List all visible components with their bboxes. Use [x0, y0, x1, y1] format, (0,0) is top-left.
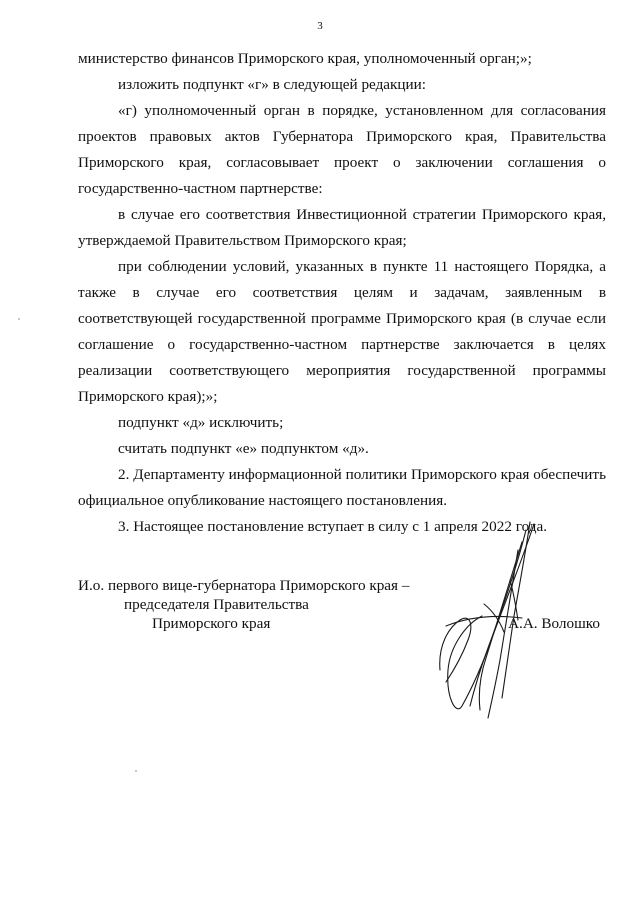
paragraph-7: считать подпункт «е» подпунктом «д». — [118, 440, 369, 457]
scan-artifact-dot — [18, 318, 20, 320]
paragraph-9: 3. Настоящее постановление вступает в силу с 1 апреля 2022 года. — [118, 518, 547, 535]
handwritten-signature — [426, 520, 536, 720]
paragraph-8: 2. Департаменту информационной политики Приморского края обеспечить официальное опубликование настоящего постановления. — [78, 466, 606, 509]
paragraph-2: изложить подпункт «г» в следующей редакции: — [118, 76, 427, 93]
signatory-position-line-2: председателя Правительства — [124, 596, 309, 613]
paragraph-1: министерство финансов Приморского края, уполномоченный орган;»; — [78, 50, 532, 67]
paragraph-3: «г) уполномоченный орган в порядке, установленном для согласования проектов правовых актов Губернатора Приморского края, Правительства Приморского края, согласовывает проект о заключении соглашения о государственно-частном партнерстве: — [78, 102, 606, 197]
paragraph-4: в случае его соответствия Инвестиционной стратегии Приморского края, утверждаемой Правительством Приморского края; — [78, 206, 606, 249]
paragraph-6: подпункт «д» исключить; — [118, 414, 284, 431]
document-body — [78, 46, 606, 540]
page-number: 3 — [317, 20, 323, 32]
scan-artifact-dot — [135, 770, 137, 772]
paragraph-5: при соблюдении условий, указанных в пункте 11 настоящего Порядка, а также в случае его соответствия целям и задачам, заявленным в соответствующей государственной программе Приморского края (в случае если соглашение о государственно-частном партнерстве заключается в целях реализации соответствующего мероприятия государственной программы Приморского края);»; — [78, 258, 606, 405]
signatory-name: А.А. Волошко — [508, 615, 600, 632]
signatory-position-line-1: И.о. первого вице-губернатора Приморского края – — [78, 577, 410, 594]
signatory-position-line-3: Приморского края — [152, 615, 271, 632]
